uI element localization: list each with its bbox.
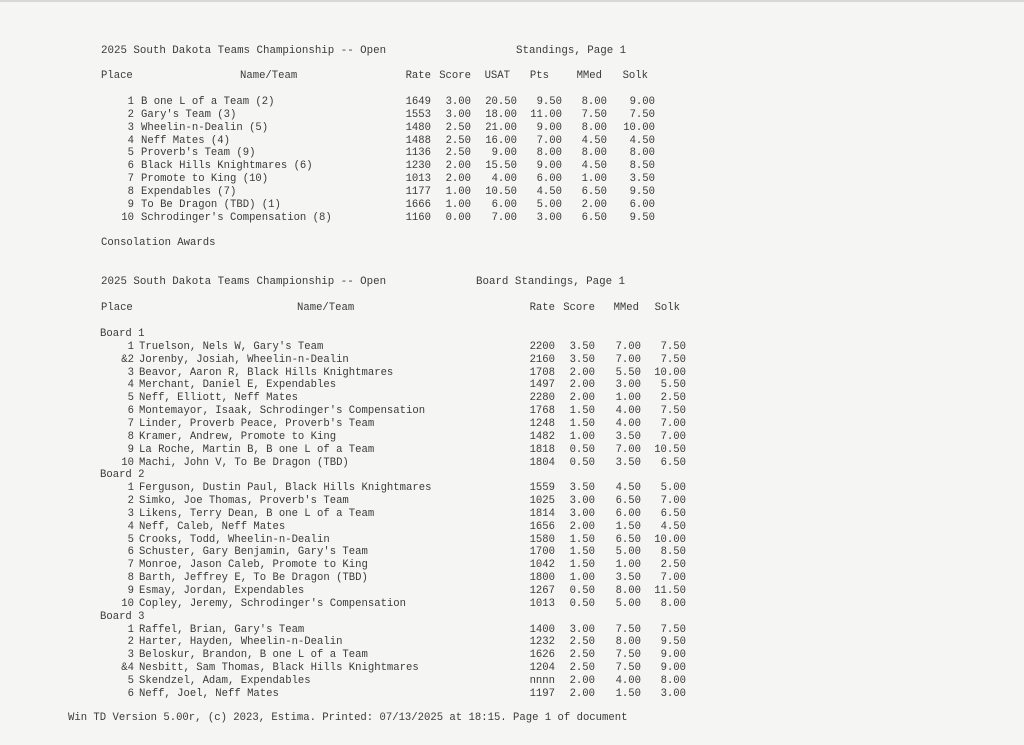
board-solk: 6.50 bbox=[660, 508, 686, 520]
standings-header-pts: Pts bbox=[529, 70, 549, 82]
standings-pts: 7.00 bbox=[536, 135, 562, 147]
standings-place: 8 bbox=[127, 186, 134, 198]
consolation-awards-label: Consolation Awards bbox=[101, 237, 216, 249]
standings-solk: 9.50 bbox=[629, 186, 655, 198]
board-rate: 1197 bbox=[529, 688, 555, 700]
board-mmed: 8.00 bbox=[615, 636, 641, 648]
board-place: 6 bbox=[127, 405, 134, 417]
board-solk: 10.50 bbox=[654, 444, 686, 456]
board-score: 2.00 bbox=[569, 675, 595, 687]
board-score: 2.00 bbox=[569, 379, 595, 391]
standings-mmed: 7.50 bbox=[581, 109, 607, 121]
board-player-name: Linder, Proverb Peace, Proverb's Team bbox=[139, 418, 375, 430]
board-place: 5 bbox=[127, 392, 134, 404]
board-score: 3.00 bbox=[569, 495, 595, 507]
standings-team-name: Expendables (7) bbox=[141, 186, 237, 198]
footer: Win TD Version 5.00r, (c) 2023, Estima. Printed: 07/13/2025 at 18:15. Page 1 of document bbox=[68, 712, 628, 724]
standings-usat: 10.50 bbox=[485, 186, 517, 198]
board-solk: 10.00 bbox=[654, 534, 686, 546]
board-rate: 1559 bbox=[529, 482, 555, 494]
board-player-name: Crooks, Todd, Wheelin-n-Dealin bbox=[139, 534, 330, 546]
standings-place: 4 bbox=[127, 135, 134, 147]
board-mmed: 4.00 bbox=[615, 405, 641, 417]
board-place: 10 bbox=[121, 598, 134, 610]
board-score: 2.00 bbox=[569, 392, 595, 404]
standings-mmed: 4.50 bbox=[581, 135, 607, 147]
board-header-place: Place bbox=[101, 302, 133, 314]
board-mmed: 4.00 bbox=[615, 418, 641, 430]
board-place: 10 bbox=[121, 457, 134, 469]
board-place: 4 bbox=[127, 521, 134, 533]
board-place: 7 bbox=[127, 559, 134, 571]
board-solk: 5.00 bbox=[660, 482, 686, 494]
standings-team-name: Proverb's Team (9) bbox=[141, 147, 256, 159]
board-place: 3 bbox=[127, 508, 134, 520]
board-rate: 1497 bbox=[529, 379, 555, 391]
board-label: Board 3 bbox=[100, 611, 145, 623]
board-score: 3.50 bbox=[569, 482, 595, 494]
standings-rate: 1488 bbox=[405, 135, 431, 147]
standings-team-name: Promote to King (10) bbox=[141, 173, 269, 185]
standings-usat: 20.50 bbox=[485, 96, 517, 108]
board-solk: 11.50 bbox=[654, 585, 686, 597]
board-rate: 1814 bbox=[529, 508, 555, 520]
board-player-name: Raffel, Brian, Gary's Team bbox=[139, 624, 305, 636]
board-score: 2.00 bbox=[569, 688, 595, 700]
board-rate: 1804 bbox=[529, 457, 555, 469]
board-mmed: 1.50 bbox=[615, 521, 641, 533]
standings-mmed: 8.00 bbox=[581, 147, 607, 159]
standings-usat: 6.00 bbox=[491, 199, 517, 211]
board-solk: 7.00 bbox=[660, 418, 686, 430]
standings-pts: 8.00 bbox=[536, 147, 562, 159]
board-solk: 6.50 bbox=[660, 457, 686, 469]
board-place: 9 bbox=[127, 585, 134, 597]
board-player-name: Truelson, Nels W, Gary's Team bbox=[139, 341, 324, 353]
board-rate: 1042 bbox=[529, 559, 555, 571]
board-player-name: Neff, Caleb, Neff Mates bbox=[139, 521, 286, 533]
standings-place: 1 bbox=[127, 96, 134, 108]
standings-solk: 6.00 bbox=[629, 199, 655, 211]
board-mmed: 1.50 bbox=[615, 688, 641, 700]
standings-mmed: 8.00 bbox=[581, 122, 607, 134]
board-player-name: Skendzel, Adam, Expendables bbox=[139, 675, 311, 687]
board-score: 1.50 bbox=[569, 559, 595, 571]
standings-mmed: 6.50 bbox=[581, 186, 607, 198]
standings-rate: 1480 bbox=[405, 122, 431, 134]
standings-mmed: 2.00 bbox=[581, 199, 607, 211]
board-place: &2 bbox=[121, 354, 134, 366]
board-rate: 1204 bbox=[529, 662, 555, 674]
board-rate: 1025 bbox=[529, 495, 555, 507]
board-place: 2 bbox=[127, 495, 134, 507]
board-rate: 2280 bbox=[529, 392, 555, 404]
board-rate: 2160 bbox=[529, 354, 555, 366]
board-score: 3.00 bbox=[569, 508, 595, 520]
board-player-name: Machi, John V, To Be Dragon (TBD) bbox=[139, 457, 349, 469]
board-score: 2.50 bbox=[569, 662, 595, 674]
standings-solk: 10.00 bbox=[623, 122, 655, 134]
standings-score: 2.00 bbox=[445, 160, 471, 172]
standings-score: 3.00 bbox=[445, 109, 471, 121]
standings-solk: 8.50 bbox=[629, 160, 655, 172]
board-player-name: Simko, Joe Thomas, Proverb's Team bbox=[139, 495, 349, 507]
standings-header-usat: USAT bbox=[484, 70, 510, 82]
standings-score: 3.00 bbox=[445, 96, 471, 108]
standings-rate: 1666 bbox=[405, 199, 431, 211]
board-score: 2.50 bbox=[569, 649, 595, 661]
board-mmed: 7.50 bbox=[615, 649, 641, 661]
board-rate: nnnn bbox=[529, 675, 555, 687]
board-player-name: Montemayor, Isaak, Schrodinger's Compensation bbox=[139, 405, 426, 417]
standings-header-mmed: MMed bbox=[576, 70, 602, 82]
standings-place: 5 bbox=[127, 147, 134, 159]
standings-usat: 9.00 bbox=[491, 147, 517, 159]
board-solk: 4.50 bbox=[660, 521, 686, 533]
board-score: 1.00 bbox=[569, 431, 595, 443]
board-solk: 5.50 bbox=[660, 379, 686, 391]
board-mmed: 7.50 bbox=[615, 662, 641, 674]
standings-rate: 1177 bbox=[405, 186, 431, 198]
standings-title: 2025 South Dakota Teams Championship -- Open bbox=[101, 45, 387, 57]
standings-score: 2.50 bbox=[445, 147, 471, 159]
standings-rate: 1013 bbox=[405, 173, 431, 185]
board-solk: 9.50 bbox=[660, 636, 686, 648]
standings-usat: 15.50 bbox=[485, 160, 517, 172]
standings-score: 1.00 bbox=[445, 186, 471, 198]
board-player-name: Likens, Terry Dean, B one L of a Team bbox=[139, 508, 375, 520]
standings-team-name: Neff Mates (4) bbox=[141, 135, 231, 147]
board-mmed: 8.00 bbox=[615, 585, 641, 597]
board-score: 2.00 bbox=[569, 521, 595, 533]
board-score: 0.50 bbox=[569, 457, 595, 469]
board-place: 5 bbox=[127, 534, 134, 546]
standings-usat: 4.00 bbox=[491, 173, 517, 185]
board-place: 4 bbox=[127, 379, 134, 391]
standings-header-rate: Rate bbox=[405, 70, 431, 82]
board-solk: 8.00 bbox=[660, 675, 686, 687]
board-place: 6 bbox=[127, 546, 134, 558]
board-mmed: 3.50 bbox=[615, 572, 641, 584]
board-rate: 1818 bbox=[529, 444, 555, 456]
standings-solk: 4.50 bbox=[629, 135, 655, 147]
standings-usat: 18.00 bbox=[485, 109, 517, 121]
board-place: 2 bbox=[127, 636, 134, 648]
board-player-name: Merchant, Daniel E, Expendables bbox=[139, 379, 337, 391]
board-place: 9 bbox=[127, 444, 134, 456]
board-place: 1 bbox=[127, 482, 134, 494]
board-rate: 2200 bbox=[529, 341, 555, 353]
board-solk: 2.50 bbox=[660, 559, 686, 571]
standings-pts: 4.50 bbox=[536, 186, 562, 198]
standings-header-solk: Solk bbox=[622, 70, 648, 82]
board-solk: 9.00 bbox=[660, 662, 686, 674]
standings-solk: 7.50 bbox=[629, 109, 655, 121]
board-player-name: Ferguson, Dustin Paul, Black Hills Knightmares bbox=[139, 482, 432, 494]
board-player-name: Neff, Elliott, Neff Mates bbox=[139, 392, 298, 404]
board-rate: 1400 bbox=[529, 624, 555, 636]
standings-score: 0.00 bbox=[445, 212, 471, 224]
board-solk: 8.50 bbox=[660, 546, 686, 558]
standings-page-label: Standings, Page 1 bbox=[516, 45, 627, 57]
standings-mmed: 4.50 bbox=[581, 160, 607, 172]
board-mmed: 7.50 bbox=[615, 624, 641, 636]
standings-header-name: Name/Team bbox=[240, 70, 298, 82]
board-score: 2.00 bbox=[569, 367, 595, 379]
board-mmed: 5.00 bbox=[615, 598, 641, 610]
board-place: 8 bbox=[127, 572, 134, 584]
board-mmed: 7.00 bbox=[615, 444, 641, 456]
board-place: 1 bbox=[127, 341, 134, 353]
board-rate: 1708 bbox=[529, 367, 555, 379]
board-score: 1.50 bbox=[569, 534, 595, 546]
standings-solk: 9.00 bbox=[629, 96, 655, 108]
standings-pts: 9.00 bbox=[536, 122, 562, 134]
standings-score: 2.50 bbox=[445, 122, 471, 134]
board-rate: 1232 bbox=[529, 636, 555, 648]
board-score: 3.50 bbox=[569, 341, 595, 353]
board-solk: 7.00 bbox=[660, 572, 686, 584]
board-solk: 9.00 bbox=[660, 649, 686, 661]
standings-place: 10 bbox=[121, 212, 134, 224]
board-solk: 3.00 bbox=[660, 688, 686, 700]
standings-rate: 1553 bbox=[405, 109, 431, 121]
board-place: 5 bbox=[127, 675, 134, 687]
board-player-name: Monroe, Jason Caleb, Promote to King bbox=[139, 559, 368, 571]
board-solk: 7.50 bbox=[660, 624, 686, 636]
board-player-name: Harter, Hayden, Wheelin-n-Dealin bbox=[139, 636, 343, 648]
board-player-name: Kramer, Andrew, Promote to King bbox=[139, 431, 337, 443]
board-player-name: Beloskur, Brandon, B one L of a Team bbox=[139, 649, 368, 661]
board-score: 0.50 bbox=[569, 444, 595, 456]
standings-rate: 1160 bbox=[405, 212, 431, 224]
board-standings-title: 2025 South Dakota Teams Championship -- Open bbox=[101, 276, 387, 288]
standings-place: 6 bbox=[127, 160, 134, 172]
board-mmed: 1.00 bbox=[615, 559, 641, 571]
standings-usat: 16.00 bbox=[485, 135, 517, 147]
standings-pts: 11.00 bbox=[530, 109, 562, 121]
board-rate: 1768 bbox=[529, 405, 555, 417]
board-score: 0.50 bbox=[569, 585, 595, 597]
standings-team-name: Wheelin-n-Dealin (5) bbox=[141, 122, 269, 134]
board-mmed: 4.00 bbox=[615, 675, 641, 687]
standings-usat: 21.00 bbox=[485, 122, 517, 134]
board-place: 7 bbox=[127, 418, 134, 430]
board-rate: 1482 bbox=[529, 431, 555, 443]
board-mmed: 7.00 bbox=[615, 341, 641, 353]
board-player-name: Schuster, Gary Benjamin, Gary's Team bbox=[139, 546, 368, 558]
standings-score: 2.00 bbox=[445, 173, 471, 185]
board-place: 6 bbox=[127, 688, 134, 700]
standings-header-score: Score bbox=[439, 70, 471, 82]
board-header-rate: Rate bbox=[529, 302, 555, 314]
board-player-name: Neff, Joel, Neff Mates bbox=[139, 688, 279, 700]
board-standings-page-label: Board Standings, Page 1 bbox=[476, 276, 626, 288]
standings-team-name: Black Hills Knightmares (6) bbox=[141, 160, 313, 172]
standings-pts: 9.00 bbox=[536, 160, 562, 172]
standings-mmed: 6.50 bbox=[581, 212, 607, 224]
standings-team-name: Gary's Team (3) bbox=[141, 109, 237, 121]
standings-pts: 5.00 bbox=[536, 199, 562, 211]
standings-team-name: To Be Dragon (TBD) (1) bbox=[141, 199, 281, 211]
standings-usat: 7.00 bbox=[491, 212, 517, 224]
board-mmed: 3.00 bbox=[615, 379, 641, 391]
board-mmed: 1.00 bbox=[615, 392, 641, 404]
board-mmed: 3.50 bbox=[615, 431, 641, 443]
board-mmed: 7.00 bbox=[615, 354, 641, 366]
standings-solk: 3.50 bbox=[629, 173, 655, 185]
board-rate: 1626 bbox=[529, 649, 555, 661]
standings-pts: 9.50 bbox=[536, 96, 562, 108]
board-place: 1 bbox=[127, 624, 134, 636]
standings-score: 1.00 bbox=[445, 199, 471, 211]
standings-place: 7 bbox=[127, 173, 134, 185]
board-score: 3.50 bbox=[569, 354, 595, 366]
board-player-name: Beavor, Aaron R, Black Hills Knightmares bbox=[139, 367, 394, 379]
standings-place: 9 bbox=[127, 199, 134, 211]
standings-pts: 3.00 bbox=[536, 212, 562, 224]
board-header-mmed: MMed bbox=[613, 302, 639, 314]
standings-rate: 1230 bbox=[405, 160, 431, 172]
standings-rate: 1136 bbox=[405, 147, 431, 159]
board-rate: 1800 bbox=[529, 572, 555, 584]
board-rate: 1267 bbox=[529, 585, 555, 597]
standings-mmed: 1.00 bbox=[581, 173, 607, 185]
board-score: 1.50 bbox=[569, 546, 595, 558]
board-solk: 7.50 bbox=[660, 354, 686, 366]
board-rate: 1656 bbox=[529, 521, 555, 533]
board-mmed: 6.50 bbox=[615, 495, 641, 507]
board-score: 2.50 bbox=[569, 636, 595, 648]
standings-place: 3 bbox=[127, 122, 134, 134]
board-score: 3.00 bbox=[569, 624, 595, 636]
board-player-name: Jorenby, Josiah, Wheelin-n-Dealin bbox=[139, 354, 349, 366]
board-place: 3 bbox=[127, 649, 134, 661]
board-player-name: Nesbitt, Sam Thomas, Black Hills Knightmares bbox=[139, 662, 419, 674]
board-score: 1.50 bbox=[569, 418, 595, 430]
board-player-name: Barth, Jeffrey E, To Be Dragon (TBD) bbox=[139, 572, 368, 584]
standings-place: 2 bbox=[127, 109, 134, 121]
standings-score: 2.50 bbox=[445, 135, 471, 147]
board-mmed: 3.50 bbox=[615, 457, 641, 469]
standings-pts: 6.00 bbox=[536, 173, 562, 185]
standings-solk: 8.00 bbox=[629, 147, 655, 159]
standings-mmed: 8.00 bbox=[581, 96, 607, 108]
board-solk: 7.00 bbox=[660, 495, 686, 507]
board-place: 3 bbox=[127, 367, 134, 379]
page-edge bbox=[0, 0, 1024, 2]
board-solk: 8.00 bbox=[660, 598, 686, 610]
board-place: 8 bbox=[127, 431, 134, 443]
board-score: 1.00 bbox=[569, 572, 595, 584]
board-solk: 7.50 bbox=[660, 405, 686, 417]
board-header-score: Score bbox=[563, 302, 595, 314]
standings-team-name: Schrodinger's Compensation (8) bbox=[141, 212, 332, 224]
board-solk: 10.00 bbox=[654, 367, 686, 379]
board-rate: 1013 bbox=[529, 598, 555, 610]
board-mmed: 6.00 bbox=[615, 508, 641, 520]
board-rate: 1580 bbox=[529, 534, 555, 546]
board-score: 1.50 bbox=[569, 405, 595, 417]
board-solk: 2.50 bbox=[660, 392, 686, 404]
board-header-name: Name/Team bbox=[297, 302, 355, 314]
board-mmed: 5.00 bbox=[615, 546, 641, 558]
board-place: &4 bbox=[121, 662, 134, 674]
board-label: Board 1 bbox=[100, 328, 145, 340]
board-mmed: 4.50 bbox=[615, 482, 641, 494]
board-score: 0.50 bbox=[569, 598, 595, 610]
board-mmed: 6.50 bbox=[615, 534, 641, 546]
board-header-solk: Solk bbox=[654, 302, 680, 314]
standings-rate: 1649 bbox=[405, 96, 431, 108]
board-rate: 1248 bbox=[529, 418, 555, 430]
standings-header-place: Place bbox=[101, 70, 133, 82]
board-player-name: Esmay, Jordan, Expendables bbox=[139, 585, 305, 597]
board-rate: 1700 bbox=[529, 546, 555, 558]
standings-solk: 9.50 bbox=[629, 212, 655, 224]
board-mmed: 5.50 bbox=[615, 367, 641, 379]
board-player-name: Copley, Jeremy, Schrodinger's Compensation bbox=[139, 598, 407, 610]
board-solk: 7.00 bbox=[660, 431, 686, 443]
board-solk: 7.50 bbox=[660, 341, 686, 353]
standings-team-name: B one L of a Team (2) bbox=[141, 96, 275, 108]
board-player-name: La Roche, Martin B, B one L of a Team bbox=[139, 444, 375, 456]
board-label: Board 2 bbox=[100, 469, 145, 481]
